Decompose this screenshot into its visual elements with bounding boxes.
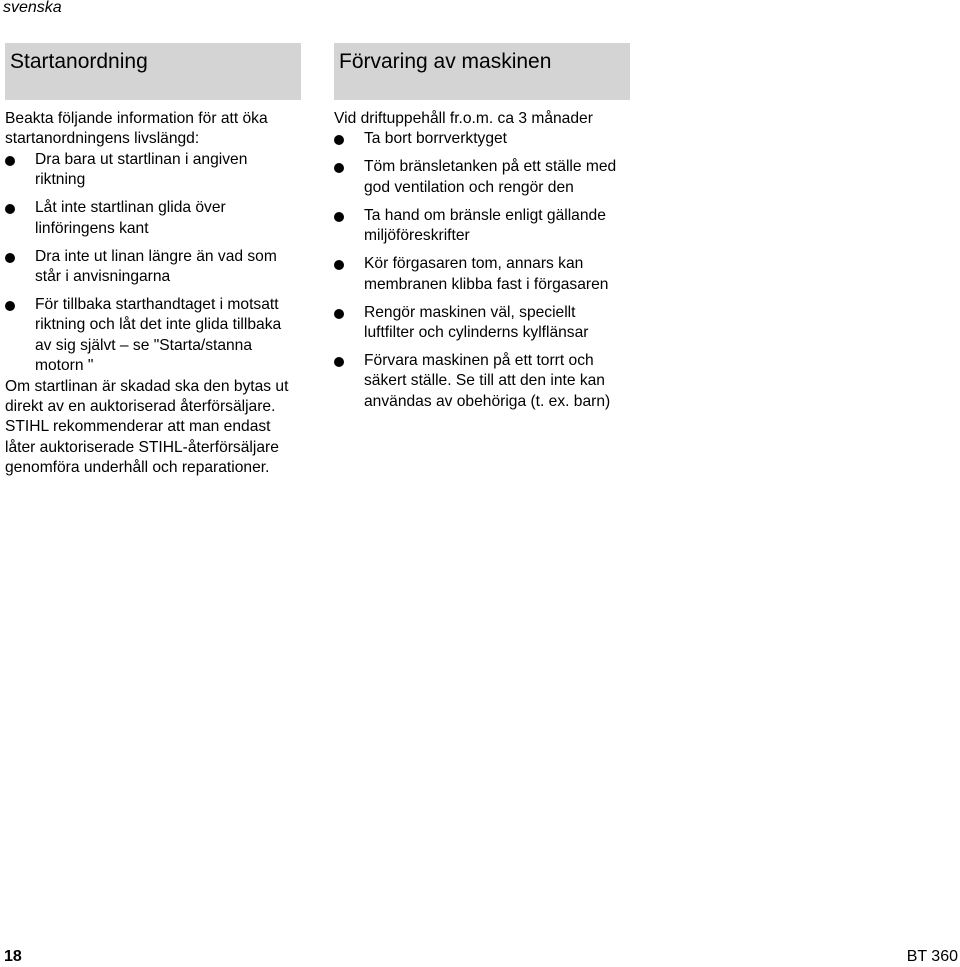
bullet-icon bbox=[334, 260, 344, 270]
list-item bbox=[334, 303, 630, 344]
list-item bbox=[5, 247, 301, 288]
list-item bbox=[334, 206, 630, 247]
closing-paragraph: Om startlinan är skadad ska den bytas ut direkt av en auktoriserad återförsäljare. STIHL rekommenderar att man endast låter auktoriserade STIHL-återförsäljare genomföra underhåll och reparationer. bbox=[5, 377, 289, 477]
list-item-text: För tillbaka starthandtaget i motsatt riktning och låt det inte glida tillbaka av sig självt – se "Starta/stanna motorn " bbox=[35, 296, 282, 375]
section-heading-forvaring: Förvaring av maskinen bbox=[334, 43, 630, 100]
list-item-text: Ta bort borrverktyget bbox=[364, 130, 508, 148]
model-name: BT 360 bbox=[906, 948, 958, 965]
list-item-text: Ta hand om bränsle enligt gällande miljöföreskrifter bbox=[364, 206, 606, 245]
section-forvaring bbox=[334, 43, 630, 412]
list-item-text: Kör förgasaren tom, annars kan membranen klibba fast i förgasaren bbox=[364, 255, 609, 293]
bullet-icon bbox=[334, 357, 344, 367]
list-item-text: Dra bara ut startlinan i angiven riktning bbox=[35, 150, 248, 189]
bullet-list bbox=[334, 129, 630, 412]
list-item bbox=[334, 351, 630, 412]
section-heading-startanordning: Startanordning bbox=[5, 43, 301, 100]
list-item-text: Låt inte startlinan glida över linföringens kant bbox=[35, 199, 226, 237]
bullet-list bbox=[5, 150, 301, 377]
list-item bbox=[334, 129, 630, 149]
bullet-icon bbox=[5, 204, 15, 214]
section-body-startanordning bbox=[5, 109, 301, 479]
language-label: svenska bbox=[3, 0, 62, 16]
bullet-icon bbox=[5, 301, 15, 311]
list-item bbox=[5, 295, 301, 377]
list-item bbox=[334, 157, 630, 198]
page-number: 18 bbox=[4, 948, 22, 965]
section-body-forvaring bbox=[334, 109, 630, 412]
intro-paragraph: Vid driftuppehåll fr.o.m. ca 3 månader bbox=[334, 110, 593, 127]
list-item-text: Rengör maskinen väl, speciellt luftfilter och cylinderns kylflänsar bbox=[364, 303, 589, 342]
bullet-icon bbox=[334, 309, 344, 319]
list-item-text: Töm bränsletanken på ett ställe med god ventilation och rengör den bbox=[364, 158, 617, 196]
section-startanordning bbox=[5, 43, 301, 479]
list-item-text: Dra inte ut linan längre än vad som står i anvisningarna bbox=[35, 247, 277, 286]
bullet-icon bbox=[334, 135, 344, 145]
bullet-icon bbox=[5, 156, 15, 166]
bullet-icon bbox=[334, 212, 344, 222]
bullet-icon bbox=[334, 163, 344, 173]
intro-paragraph: Beakta följande information för att öka startanordningens livslängd: bbox=[5, 110, 268, 148]
list-item bbox=[5, 150, 301, 191]
list-item bbox=[5, 198, 301, 239]
list-item bbox=[334, 254, 630, 295]
bullet-icon bbox=[5, 253, 15, 263]
list-item-text: Förvara maskinen på ett torrt och säkert ställe. Se till att den inte kan användas av obehöriga (t. ex. barn) bbox=[364, 352, 611, 410]
